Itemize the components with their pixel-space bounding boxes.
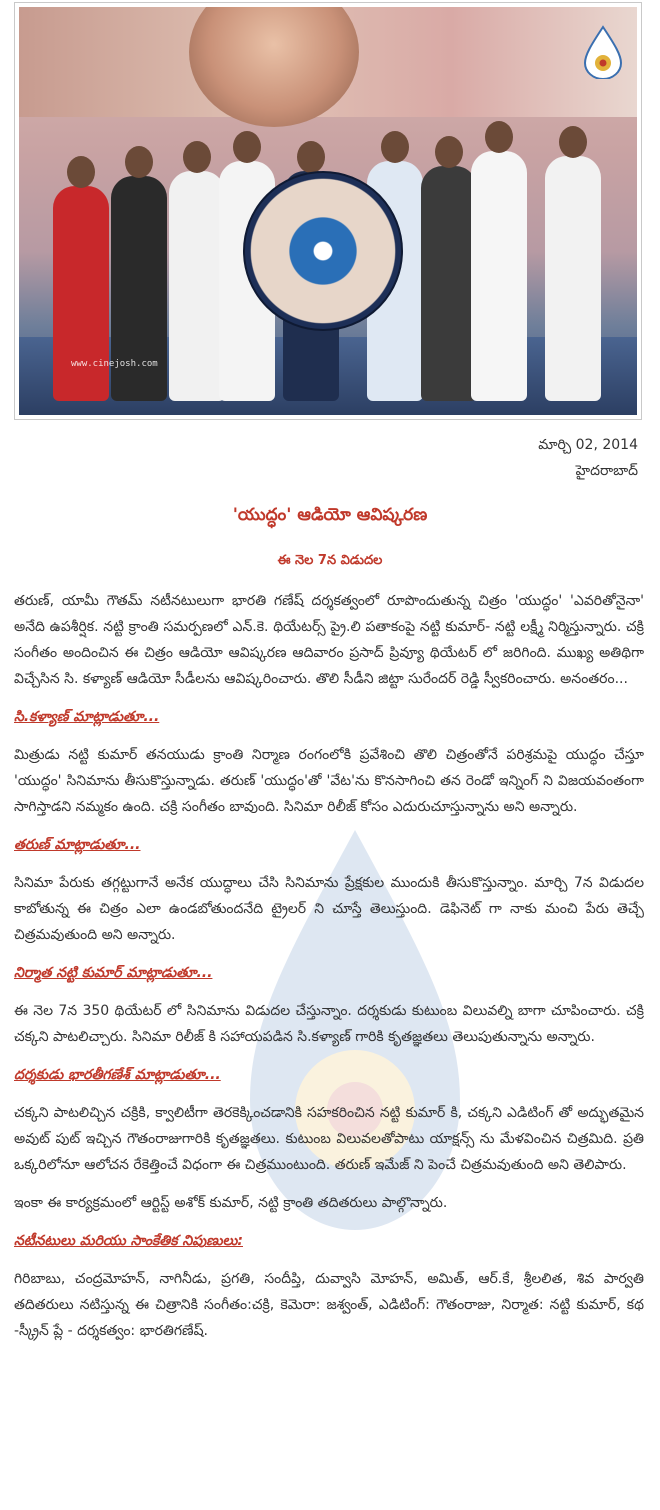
article-title: 'యుద్ధం' ఆడియో ఆవిష్కరణ — [232, 505, 428, 525]
intro-paragraph: తరుణ్, యామీ గౌతమ్ నటీనటులుగా భారతి గణేష్ దర్శకత్వంలో రూపొందుతున్న చిత్రం 'యుద్ధం' 'ఎవరితోనైనా' అనేది ఉపశీర్షిక. నట్టి క్రాంతి సమర్పణలో ఎన్.కె. థియేటర్స్ ప్రై.లి పతాకంపై నట్టి కుమార్- నట్టి లక్ష్మీ నిర్మిస్తున్నారు. చక్రి సంగీతం అందించిన ఈ చిత్రం ఆడియో ఆవిష్కరణ ఆదివారం ప్రసాద్ ప్రివ్యూ థియేటర్ లో జరిగింది. ముఖ్య అతిథిగా విచ్చేసిన సి. కళ్యాణ్ ఆడియో సీడీలను ఆవిష్కరించారు. తొలి సీడీని జిట్టా సురేందర్ రెడ్డి స్వీకరించారు. అనంతరం... — [14, 593, 644, 687]
person-figure — [169, 171, 225, 401]
section-paragraph: ఈ నెల 7న 350 థియేటర్ లో సినిమాను విడుదల చేస్తున్నాం. దర్శకుడు కుటుంబ విలువల్ని బాగా చూపించారు. చక్రి చక్కని పాటలిచ్చారు. సినిమా రిలీజ్ కి సహాయపడిన సి.కళ్యాణ్ గారికి కృతజ్ఞతలు తెలుపుతున్నాను అన్నారు. — [14, 1003, 644, 1045]
closing-paragraph: ఇంకా ఈ కార్యక్రమంలో ఆర్టిస్ట్ అశోక్ కుమార్, నట్టి క్రాంతి తదితరులు పాల్గొన్నారు. — [14, 1195, 448, 1211]
credits-paragraph: గిరిబాబు, చంద్రమోహన్, నాగినీడు, ప్రగతి, సందీప్తి, దువ్వాసి మోహన్, అమిత్, ఆర్.కే, శ్రీలలిత, శివ పార్వతి తదితరులు నటిస్తున్న ఈ చిత్రానికి సంగీతం:చక్రి, కెమెరా: జశ్వంత్, ఎడిటింగ్: గౌతంరాజు, నిర్మాత: నట్టి కుమార్, కథ -స్క్రీన్ ప్లే - దర్శకత్వం: భారతిగణేష్. — [14, 1271, 644, 1339]
section-heading: నిర్మాత నట్టి కుమార్ మాట్లాడుతూ... — [14, 965, 213, 981]
photo-watermark: www.cinejosh.com — [71, 359, 158, 369]
section-heading: సి.కళ్యాణ్ మాట్లాడుతూ... — [14, 709, 160, 725]
section-paragraph: చక్కని పాటలిచ్చిన చక్రికి, క్వాలిటీగా తెరకెక్కించడానికి సహకరించిన నట్టి కుమార్ కి, చక్కని ఎడిటింగ్ తో అద్భుతమైన అవుట్ పుట్ ఇచ్చిన గౌతంరాజుగారికి కృతజ్ఞతలు. కుటుంబ విలువలతోపాటు యాక్షన్స్ ను మేళవించిన చిత్రమిది. ప్రతి ఒక్కరిలోనూ ఆలోచన రేకెత్తించే విధంగా ఈ చిత్రముంటుంది. తరుణ్ ఇమేజ్ ని పెంచే చిత్రమవుతుంది అని తెలిపారు. — [14, 1105, 644, 1173]
person-figure — [471, 151, 527, 401]
event-photo — [19, 7, 637, 415]
dateline — [538, 432, 638, 484]
credits-heading: నటీనటులు మరియు సాంకేతిక నిపుణులు: — [14, 1233, 243, 1249]
cinejosh-drop-logo-icon — [581, 25, 625, 79]
article-place: హైదరాబాద్ — [575, 463, 638, 479]
person-figure — [545, 156, 601, 401]
article-date: మార్చి 02, 2014 — [538, 437, 638, 453]
person-figure — [421, 166, 477, 401]
article-subtitle: ఈ నెల 7న విడుదల — [277, 553, 383, 568]
audio-cd-disc — [243, 171, 403, 331]
event-photo-frame — [14, 2, 642, 420]
section-heading: దర్శకుడు భారతీగణేశ్ మాట్లాడుతూ... — [14, 1067, 221, 1083]
section-paragraph: మిత్రుడు నట్టి కుమార్ తనయుడు క్రాంతి నిర్మాణ రంగంలోకి ప్రవేశించి తొలి చిత్రంతోనే పరిశ్రమపై యుద్ధం చేస్తూ 'యుద్ధం' సినిమాను తీసుకొస్తున్నాడు. తరుణ్ 'యుద్ధం'తో 'వేట'ను కొనసాగించి తన రెండో ఇన్నింగ్ ని విజయవంతంగా సాగిస్తాడని నమ్మకం ఉంది. చక్రి సంగీతం బావుంది. సినిమా రిలీజ్ కోసం ఎదురుచూస్తున్నాను అని అన్నారు. — [14, 747, 644, 815]
article-body — [14, 588, 644, 1356]
section-heading: తరుణ్ మాట్లాడుతూ... — [14, 837, 141, 853]
section-paragraph: సినిమా పేరుకు తగ్గట్టుగానే అనేక యుద్ధాలు చేసి సినిమాను ప్రేక్షకుల ముందుకి తీసుకొస్తున్నాం. మార్చి 7న విడుదల కాబోతున్న ఈ చిత్రం ఎలా ఉండబోతుందనేది ట్రైలర్ ని చూస్తే తెలుస్తుంది. డెఫినెట్ గా నాకు మంచి పేరు తెచ్చే చిత్రమవుతుంది అని అన్నారు. — [14, 875, 644, 943]
